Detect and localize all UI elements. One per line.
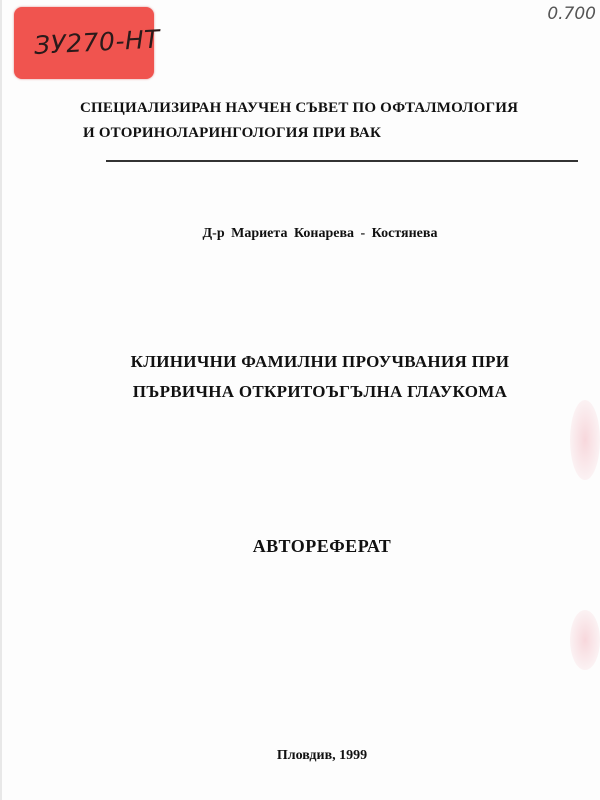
title-line-2: ПЪРВИЧНА ОТКРИТОЪГЪЛНА ГЛАУКОМА [132,382,508,401]
scan-smudge [570,610,600,670]
dissertation-title [0,347,600,407]
document-type: АВТОРЕФЕРАТ [252,536,392,556]
place-and-year: Пловдив, 1999 [276,748,368,763]
council-heading [80,96,580,146]
council-line-2: И ОТОРИНОЛАРИНГОЛОГИЯ ПРИ ВАК [83,125,382,141]
library-sticker [14,7,161,79]
horizontal-rule [106,160,578,162]
scan-smudge [570,400,600,480]
council-line-1: СПЕЦИАЛИЗИРАН НАУЧЕН СЪВЕТ ПО ОФТАЛМОЛОГИЯ [80,100,519,116]
sticker-label: ЗУ270-НТ [33,24,161,60]
corner-handwritten-note: 0.700 [547,4,596,24]
author-name: Д-р Мариета Конарева - Костянева [202,226,438,241]
title-line-1: КЛИНИЧНИ ФАМИЛНИ ПРОУЧВАНИЯ ПРИ [130,352,510,371]
